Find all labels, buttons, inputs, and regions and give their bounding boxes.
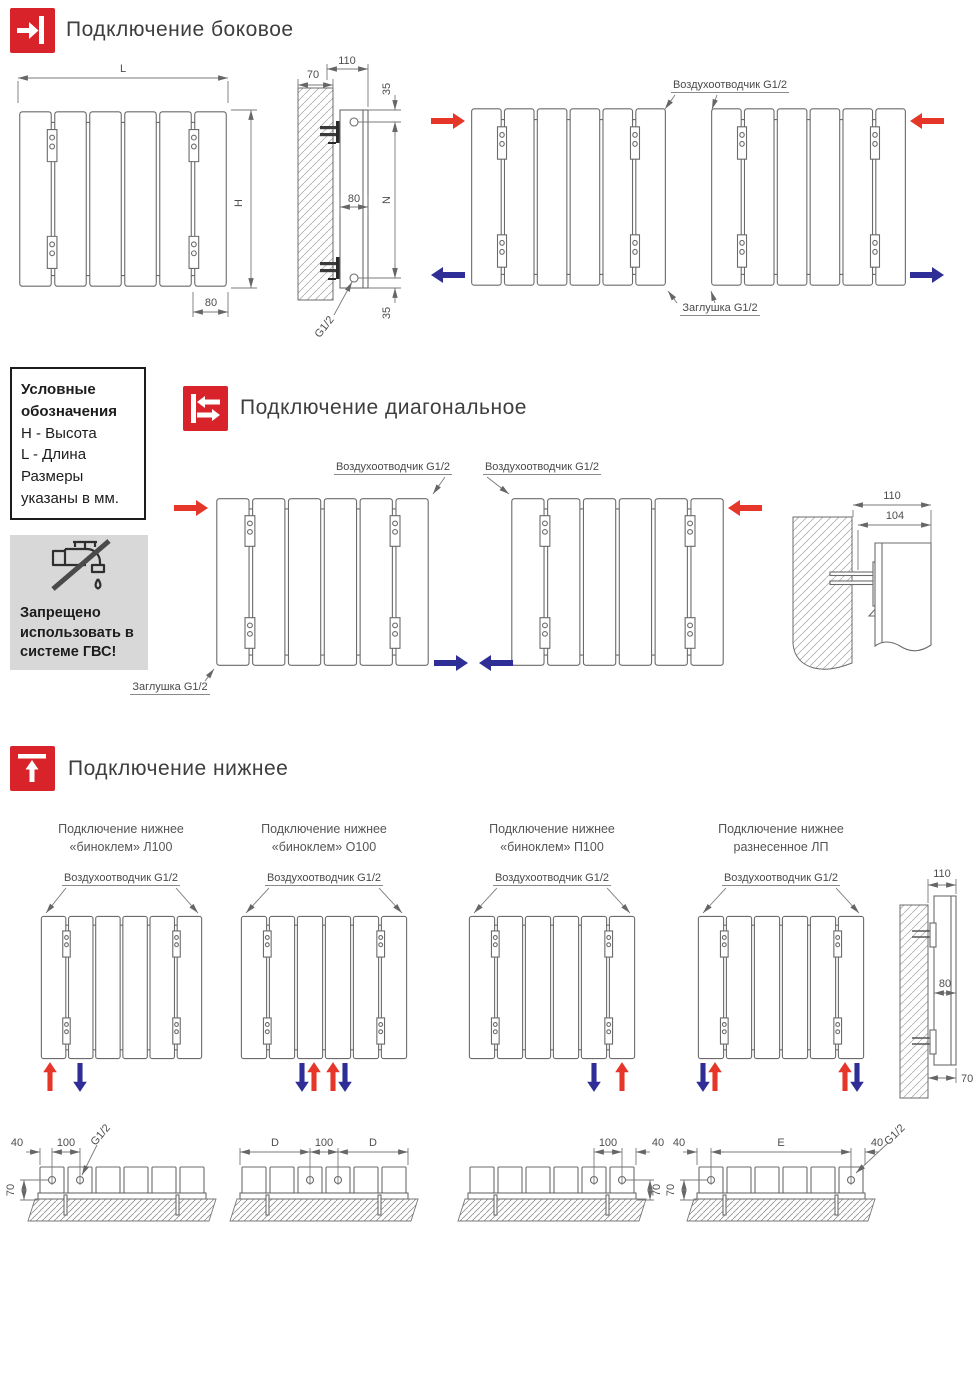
dim-80: 80	[204, 297, 218, 309]
radiator-partial	[875, 543, 931, 651]
dim-70: 70	[961, 1073, 974, 1085]
dim-110: 110	[338, 55, 356, 67]
legend-item-note: Размеры указаны в мм.	[21, 468, 119, 507]
dim-110: 110	[883, 490, 901, 502]
air-vent-label-v3: Воздухоотводчик G1/2	[494, 872, 610, 884]
warning-text: Запрещено использовать в системе ГВС!	[20, 605, 134, 661]
legend-item-l: L - Длина	[21, 446, 87, 464]
dim-D-right: D	[369, 1137, 377, 1149]
air-vent-label-s2-left: Воздухоотводчик G1/2	[335, 461, 451, 473]
wall	[298, 88, 333, 300]
inlet-arrow-left	[174, 500, 208, 516]
dim-70: 70	[665, 1183, 677, 1197]
radiator-front	[20, 112, 227, 286]
dim-100: 100	[598, 1137, 618, 1149]
dim-100: 100	[314, 1137, 334, 1149]
section-side-title: Подключение боковое	[66, 18, 294, 41]
dim-70: 70	[5, 1183, 17, 1197]
g12-label: G1/2	[88, 1122, 113, 1149]
dim-104: 104	[885, 510, 905, 522]
side-connection-icon	[10, 8, 55, 53]
dim-80: 80	[938, 978, 952, 990]
radiator-left	[472, 109, 666, 285]
g12-label: G1/2	[312, 314, 337, 341]
legend-item-h: H - Высота	[21, 424, 97, 442]
section-bottom-title: Подключение нижнее	[68, 757, 289, 780]
air-vent-label-s1: Воздухоотводчик G1/2	[672, 79, 788, 91]
plug-label-s2: Заглушка G1/2	[132, 681, 208, 693]
bottom-connection-views	[0, 865, 980, 1245]
air-vent-label-s2-right: Воздухоотводчик G1/2	[484, 461, 600, 473]
variant-3-header: Подключение нижнее «биноклем» П100	[489, 822, 615, 855]
radiator-left	[217, 499, 428, 666]
wall-detail	[793, 517, 931, 669]
variant-2-header: Подключение нижнее «биноклем» О100	[261, 822, 387, 855]
dim-80-depth: 80	[347, 193, 361, 205]
dim-70: 70	[651, 1183, 663, 1197]
dim-100: 100	[56, 1137, 76, 1149]
flow-arrows	[43, 1062, 864, 1092]
inlet-arrow-right	[910, 113, 944, 129]
dim-40: 40	[651, 1137, 665, 1149]
connection-bottom	[350, 274, 358, 282]
no-tap-icon	[37, 535, 121, 597]
radiator-v1	[41, 916, 201, 1058]
dim-40-right: 40	[870, 1137, 884, 1149]
dim-N: N	[381, 196, 393, 204]
section-diagonal-title: Подключение диагональное	[240, 396, 527, 419]
dim-L: L	[119, 63, 127, 75]
dim-E: E	[777, 1137, 785, 1149]
air-vent-leaders	[665, 95, 717, 109]
dim-35-bottom: 35	[381, 306, 393, 320]
legend-box	[10, 367, 146, 520]
g12-label: G1/2	[882, 1122, 908, 1148]
radiator-right	[712, 109, 906, 285]
outlet-arrow-right	[479, 655, 513, 671]
t-arrow-icon	[10, 746, 55, 791]
arrow-to-bar-icon	[10, 8, 55, 53]
dim-H-lines	[231, 110, 257, 288]
warning-box	[10, 535, 148, 670]
legend-title: Условные обозначения	[21, 381, 117, 420]
dim-70: 70	[306, 69, 320, 81]
bottom-view-v4	[687, 1167, 875, 1221]
air-vent-label-v2: Воздухоотводчик G1/2	[266, 872, 382, 884]
dim-40-left: 40	[672, 1137, 686, 1149]
two-arrows-bar-icon	[183, 386, 228, 431]
dim-H: H	[233, 199, 245, 207]
outlet-arrow-left	[431, 267, 465, 283]
dim-40: 40	[10, 1137, 24, 1149]
bottom-view-v1	[28, 1167, 216, 1221]
diagonal-connection-icon	[183, 386, 228, 431]
variant-1-header: Подключение нижнее «биноклем» Л100	[58, 822, 184, 855]
bottom-connection-icon	[10, 746, 55, 791]
dim-35-top: 35	[381, 82, 393, 96]
air-vent-leaders	[46, 888, 859, 913]
outlet-arrow-right	[910, 267, 944, 283]
plug-label-s1: Заглушка G1/2	[682, 302, 758, 314]
radiator-v2	[241, 916, 406, 1058]
inlet-arrow-right	[728, 500, 762, 516]
outlet-arrow-left	[434, 655, 468, 671]
diagonal-view	[130, 450, 980, 722]
air-vent-label-v4: Воздухоотводчик G1/2	[723, 872, 839, 884]
variant-4-header: Подключение нижнее разнесенное ЛП	[718, 822, 844, 855]
radiator-right	[512, 499, 723, 666]
bottom-view-v2	[230, 1167, 418, 1221]
connection-top	[350, 118, 358, 126]
dim-D-left: D	[271, 1137, 279, 1149]
air-vent-label-v1: Воздухоотводчик G1/2	[63, 872, 179, 884]
side-front-view	[0, 55, 270, 335]
dim-L-lines	[18, 78, 228, 103]
dim-110: 110	[933, 868, 951, 880]
inlet-arrow-left	[431, 113, 465, 129]
side-profile-small	[900, 868, 973, 1098]
radiator-v4	[698, 916, 863, 1058]
radiator-v3	[469, 916, 634, 1058]
bottom-view-v3	[458, 1167, 646, 1221]
